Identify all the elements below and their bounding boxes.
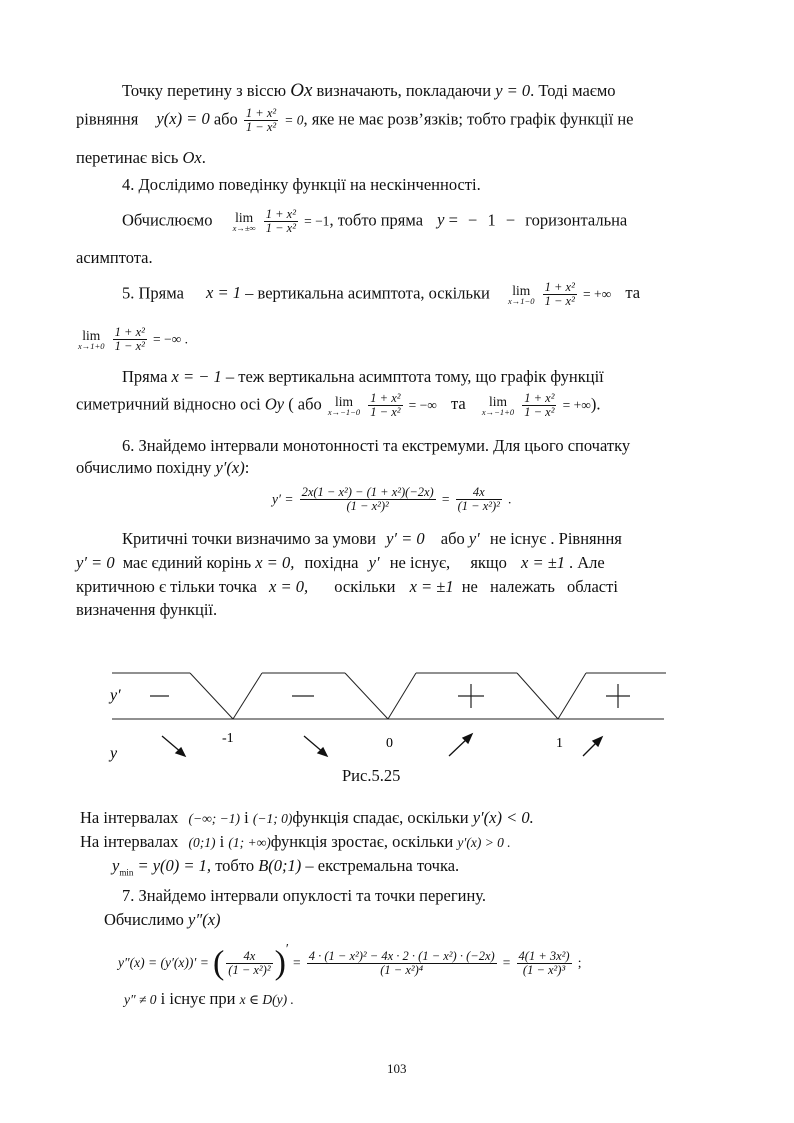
math-eq: = [502, 955, 511, 970]
numerator: 1 + x² [524, 391, 555, 405]
denominator: (1 − x²)⁴ [307, 963, 497, 977]
paren-open: ( [212, 944, 225, 982]
tick-minus1: -1 [222, 731, 234, 746]
denominator: (1 − x²)² [457, 499, 500, 514]
p7-line4: визначення функції. [76, 600, 218, 619]
p5-line2 [76, 326, 188, 353]
math-eq: x = 0, [269, 577, 309, 596]
interval: (−∞; −1) [188, 811, 241, 826]
text: = − 1 − горизонтальна [448, 210, 628, 230]
text: або [440, 529, 465, 548]
math-oy: Oy [264, 394, 285, 414]
denominator: (1 − x²)³ [517, 963, 572, 977]
fraction [522, 392, 556, 419]
denominator: 1 − x² [265, 221, 296, 236]
section-4-heading: 4. Дослідимо поведінку функції на нескінченності. [122, 175, 481, 194]
p7-line2 [76, 554, 605, 572]
text: перетинає вісь [76, 148, 179, 167]
denominator: 1 − x² [544, 294, 575, 309]
p1-line2 [76, 107, 634, 134]
denominator: 1 − x² [114, 339, 145, 354]
lim-word: lim [488, 393, 507, 409]
p1-line1 [122, 81, 616, 102]
limit [233, 211, 256, 233]
text: , яке не має розв’язків; тобто графік функції не [303, 109, 634, 129]
limit [508, 284, 535, 306]
math-eq: = +∞ [562, 397, 591, 413]
math-deriv: y′(x) [215, 458, 245, 477]
math-eq: y′ [468, 529, 480, 548]
diag-line [190, 673, 233, 719]
text: і [244, 808, 249, 827]
text: оскільки [334, 577, 396, 596]
text: . Тоді маємо [530, 81, 616, 100]
fraction [300, 486, 436, 513]
tick-0: 0 [386, 736, 393, 751]
text: та [625, 283, 641, 303]
text: має єдиний корінь [122, 553, 252, 572]
lim-word: lim [512, 282, 531, 298]
numerator: 4(1 + 3x²) [518, 948, 570, 963]
text: рівняння [76, 109, 139, 129]
second-derivative-formula [118, 942, 581, 982]
p4-line2: асимптота. [76, 248, 153, 267]
denominator: (1 − x²)² [300, 499, 436, 513]
math-eq: = 0 [284, 112, 304, 128]
math-ox: Ox [290, 80, 313, 101]
math-eq: x ∈ D(y) . [239, 992, 294, 1007]
text: ( або [288, 394, 322, 414]
text: Обчислюємо [122, 210, 213, 230]
text: На інтервалах [80, 832, 179, 851]
text: ). [590, 394, 601, 414]
diag-line [558, 673, 586, 719]
math-eq: y″(x) [188, 910, 221, 929]
p9-line1 [104, 911, 221, 929]
p1-line3 [76, 149, 206, 167]
text: визначають, покладаючи [316, 81, 492, 100]
numerator: 4x [243, 948, 256, 963]
derivative-formula [272, 486, 511, 513]
lhs: y″(x) = (y′(x))′ = [118, 955, 209, 970]
p6-line2 [76, 459, 249, 477]
yprime-label: y′ [110, 687, 121, 704]
fraction [264, 208, 298, 235]
fraction [307, 950, 497, 977]
math-eq: x = ±1 [409, 577, 454, 596]
fraction [226, 950, 272, 977]
text: : [244, 458, 250, 477]
text: y [112, 856, 120, 875]
fraction [517, 950, 572, 977]
text: якщо [470, 553, 507, 572]
math-eq: y′ = 0 [386, 529, 425, 548]
text: та [451, 394, 466, 414]
math-eq: y′(x) > 0 . [457, 835, 511, 850]
math-eq: x = − 1 [171, 367, 222, 386]
text: і [219, 832, 225, 851]
numerator: 1 + x² [245, 106, 277, 120]
text: функція зростає, оскільки [270, 832, 454, 851]
numerator: 1 + x² [370, 391, 401, 405]
text: обчислимо похідну [76, 458, 212, 477]
math-eq: x = ±1 [521, 553, 566, 572]
text: не належать області [461, 577, 618, 596]
p5b-line2 [76, 392, 600, 419]
p6-line1: 6. Знайдемо інтервали монотонності та екстремуми. Для цього спочатку [122, 436, 631, 455]
numerator: 1 + x² [114, 325, 145, 339]
text: – екстремальна точка. [305, 856, 460, 875]
text: Точку перетину з віссю [122, 81, 287, 100]
text: або [213, 109, 238, 129]
math-eq: y(x) = 0 [156, 109, 210, 129]
math-eq: x = 0, [255, 553, 295, 572]
math-eq: y = 0 [495, 81, 531, 100]
figure-caption: Рис.5.25 [342, 766, 401, 785]
lhs: y′ = [272, 491, 294, 507]
limit [328, 395, 360, 417]
lim-word: lim [235, 209, 254, 225]
text: похідна [304, 553, 359, 572]
fraction [543, 281, 577, 308]
p4-line1 [122, 208, 627, 235]
lim-sub: x→−1−0 [327, 407, 361, 418]
lim-word: lim [82, 327, 101, 343]
text: Критичні точки визначимо за умови [122, 529, 376, 548]
fraction [456, 486, 502, 513]
math-ox: Ox [182, 148, 202, 167]
diag-line [345, 673, 388, 719]
p8-line1 [80, 809, 534, 827]
denominator: 1 − x² [245, 120, 277, 135]
math-eq: = −1 [304, 213, 330, 229]
limit [78, 329, 105, 351]
math-eq: y′ = 0 [76, 553, 115, 572]
math-eq: = [293, 955, 301, 970]
numerator: 1 + x² [265, 207, 296, 221]
text: . [508, 491, 512, 507]
lim-sub: x→−1+0 [481, 407, 515, 418]
p8-line3 [112, 857, 459, 878]
text: Обчислимо [104, 910, 184, 929]
text: не існує . Рівняння [489, 529, 622, 548]
diag-line [517, 673, 558, 719]
interval: (0;1) [188, 835, 216, 850]
text: тобто [215, 856, 255, 875]
prime: ′ [285, 941, 289, 956]
diag-line [388, 673, 416, 719]
math-point: B(0;1) [258, 856, 302, 875]
denominator: 1 − x² [524, 405, 555, 420]
text: ; [577, 955, 582, 970]
text: . [201, 148, 206, 167]
math-eq: y′(x) < 0. [472, 808, 534, 827]
denominator: 1 − x² [370, 405, 401, 420]
math-eq: = y(0) = 1, [137, 856, 212, 875]
lim-word: lim [335, 393, 354, 409]
numerator: 4x [472, 485, 485, 499]
text: не існує, [389, 553, 451, 572]
numerator: 4 · (1 − x²)² − 4x · 2 · (1 − x²) · (−2x) [308, 948, 495, 963]
math-eq: = [441, 491, 450, 507]
page-number: 103 [387, 1061, 407, 1076]
text: , тобто пряма [329, 210, 424, 230]
math-eq: y′ [368, 553, 380, 572]
math-eq: y″ ≠ 0 [124, 992, 157, 1007]
fraction [368, 392, 402, 419]
y-label: y [110, 745, 118, 762]
paren-close: ) [274, 944, 286, 982]
p8-line2 [80, 833, 511, 851]
lim-sub: x→1+0 [78, 341, 105, 352]
math-eq: = −∞ [408, 397, 437, 413]
fraction [113, 326, 147, 353]
text: Пряма [122, 367, 168, 386]
text: симетричний відносно осі [76, 394, 261, 414]
text: функція спадає, оскільки [292, 808, 469, 827]
p5-line1 [122, 281, 640, 308]
text: . Але [569, 553, 605, 572]
p7-line3 [76, 578, 618, 596]
denominator: (1 − x²)² [228, 962, 271, 977]
numerator: 2x(1 − x²) − (1 + x²)(−2x) [301, 485, 434, 499]
subscript: min [119, 867, 134, 878]
text: – вертикальна асимптота, оскільки [245, 283, 490, 303]
text: – теж вертикальна асимптота тому, що графік функції [225, 367, 604, 386]
p9-line3 [124, 990, 294, 1008]
interval: (1; +∞) [228, 835, 271, 850]
text: 5. Пряма [122, 283, 184, 303]
tick-1: 1 [556, 736, 563, 751]
math-y: y [437, 210, 445, 230]
numerator: 1 + x² [544, 280, 575, 294]
limit [482, 395, 514, 417]
y-min [112, 856, 134, 878]
text: критичною є тільки точка [76, 577, 257, 596]
lim-sub: x→±∞ [232, 223, 256, 234]
section-7-heading: 7. Знайдемо інтервали опуклості та точки перегину. [122, 886, 487, 905]
text: і існує при [160, 989, 236, 1008]
math-eq: x = 1 [206, 283, 242, 303]
math-eq: = +∞ [582, 286, 612, 302]
lim-sub: x→1−0 [507, 296, 535, 307]
p5b-line1 [122, 368, 604, 386]
diag-line [233, 673, 262, 719]
text: На інтервалах [80, 808, 179, 827]
math-eq: = −∞ . [153, 331, 188, 347]
interval: (−1; 0) [252, 811, 293, 826]
p7-line1 [122, 530, 622, 548]
fraction [244, 107, 278, 134]
